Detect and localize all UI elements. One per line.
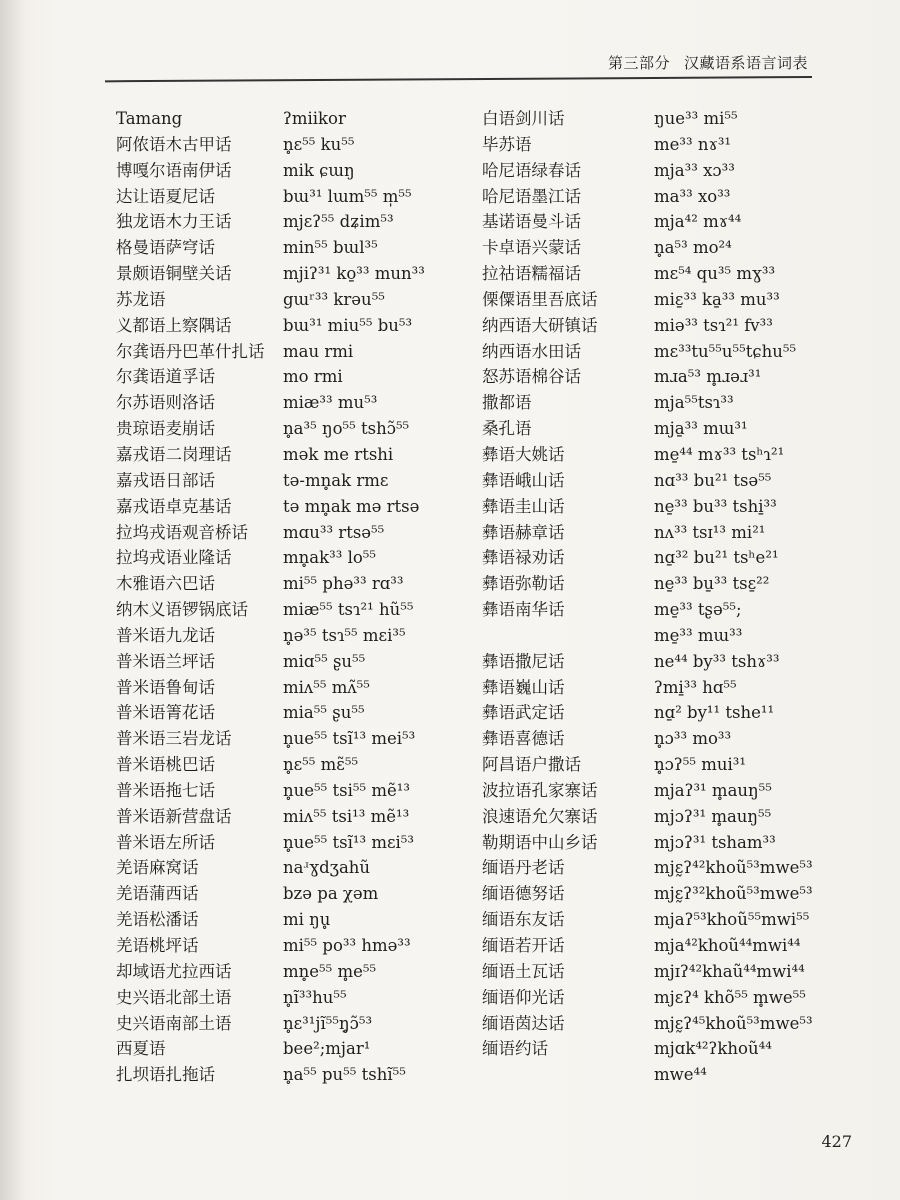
word-form: mjɪʔ⁴²khaũ⁴⁴mwi⁴⁴: [654, 961, 805, 981]
language-name: Tamang: [116, 109, 183, 128]
language-name: 苏龙语: [116, 289, 166, 309]
word-form: nʌ³³ tsɪ¹³ mi²¹: [654, 522, 766, 542]
word-form: mjɛʔ⁵⁵ dʑim⁵³: [283, 212, 394, 232]
word-form: mɹa⁵³ m̥ɹəɹ³¹: [654, 367, 762, 387]
running-header: [608, 52, 808, 73]
word-form: me̱³³ mɯ³³: [654, 625, 743, 645]
word-form: ʔmi̱³³ hɑ⁵⁵: [654, 677, 737, 697]
table-row: [116, 289, 796, 315]
language-name: 贵琼语麦崩话: [116, 419, 215, 439]
word-form: miə³³ tsɿ²¹ fv³³: [654, 315, 773, 335]
word-form: gɯʳ³³ krəu⁵⁵: [283, 289, 385, 309]
language-name: 普米语新营盘话: [116, 806, 232, 826]
word-form: bee²;mjar¹: [283, 1039, 371, 1059]
table-row: [116, 909, 810, 935]
language-name: 傈僳语里吾底话: [482, 289, 598, 309]
word-form: mo rmi: [283, 367, 343, 387]
table-row: [116, 547, 796, 573]
language-name: 缅语东友话: [482, 910, 565, 930]
word-form: n̥a³⁵ ŋo⁵⁵ tshɔ̃⁵⁵: [283, 419, 410, 439]
language-name: 却域语尤拉西话: [116, 961, 232, 981]
word-form: bɯ³¹ miu⁵⁵ bu⁵³: [283, 315, 413, 335]
word-form: mjaʔ³¹ m̥auŋ⁵⁵: [654, 780, 772, 800]
language-name: 普米语左所话: [116, 832, 215, 852]
word-form: mja³³ xɔ³³: [654, 160, 735, 180]
language-name: 尔苏语则洛话: [116, 393, 215, 413]
language-name: 普米语三岩龙话: [116, 729, 232, 749]
table-row: [116, 625, 796, 651]
word-form: n̥ue⁵⁵ tsi⁵⁵ mẽ¹³: [283, 780, 410, 800]
word-form: miɛ̱³³ ka̱³³ mu³³: [654, 289, 780, 309]
language-name: 普米语拖七话: [116, 780, 215, 800]
word-form: me³³ nɤ³¹: [654, 134, 732, 154]
word-form: mjaʔ⁵³khoũ⁵⁵mwi⁵⁵: [654, 910, 810, 930]
language-name: 波拉语孔家寨话: [482, 780, 598, 800]
table-row: [116, 186, 796, 212]
word-form: ma³³ xo³³: [654, 186, 731, 206]
header-rule: [105, 76, 812, 82]
language-name: 普米语兰坪话: [116, 651, 215, 671]
word-form: mɛ⁵⁴ qu³⁵ mɣ³³: [654, 264, 776, 284]
language-name: 哈尼语墨江话: [482, 186, 581, 206]
word-form: mɑu³³ rtsə⁵⁵: [283, 522, 385, 542]
language-name: 纳西语水田话: [482, 341, 581, 361]
language-name: 缅语约话: [482, 1039, 548, 1059]
language-name: 缅语若开话: [482, 936, 565, 955]
header-part: 第三部分: [607, 54, 670, 72]
binding-shadow: [0, 0, 26, 1200]
language-name: 史兴语南部土语: [116, 1013, 232, 1033]
table-row: [116, 599, 796, 625]
table-row: [116, 444, 796, 470]
table-row: [116, 160, 796, 186]
table-row: [116, 883, 813, 909]
language-name: 缅语茵达话: [482, 1013, 565, 1033]
language-name: 景颇语铜壁关话: [116, 264, 232, 284]
language-name: 桑孔语: [482, 419, 532, 439]
language-name: 羌语麻窝话: [116, 858, 199, 878]
language-name: 彝语峨山话: [482, 470, 565, 490]
word-form: me̱⁴⁴ mɤ³³ tsʰɿ²¹: [654, 444, 785, 464]
language-name: 博嘎尔语南伊话: [116, 160, 232, 180]
table-row: [116, 651, 796, 677]
table-row: [116, 211, 796, 237]
table-row: [116, 392, 796, 418]
word-form: mn̥e⁵⁵ m̥e⁵⁵: [283, 961, 377, 981]
word-form: mi ŋu̥: [283, 910, 331, 930]
table-row: [116, 1013, 813, 1039]
language-name: 缅语土瓦话: [482, 961, 565, 981]
word-form: n̥ĩ³³hu⁵⁵: [283, 987, 347, 1007]
word-form: n̥ə³⁵ tsɿ⁵⁵ mɛi³⁵: [283, 625, 406, 645]
table-row: [116, 987, 806, 1013]
word-form: mja⁵⁵tsɿ³³: [654, 393, 734, 413]
language-name: 普米语鲁甸话: [116, 677, 215, 697]
table-row: [116, 366, 796, 392]
word-form: miæ³³ mu⁵³: [283, 393, 378, 413]
language-name: 浪速语允欠寨话: [482, 806, 598, 826]
table-row: [116, 961, 805, 987]
language-name: 阿昌语户撒话: [482, 755, 581, 775]
language-name: 彝语喜德话: [482, 729, 565, 749]
language-name: 羌语蒲西话: [116, 884, 199, 904]
word-form: miʌ⁵⁵ mʌ̃⁵⁵: [283, 677, 370, 697]
word-form: mjɔʔ³¹ tsham³³: [654, 832, 776, 852]
word-form: ne̱³³ bu̱³³ tsɛ̱²²: [654, 574, 770, 594]
word-form: min⁵⁵ bɯl³⁵: [283, 238, 378, 258]
table-row: [116, 522, 796, 548]
language-name: 哈尼语绿春话: [482, 160, 581, 180]
language-name: 达让语夏尼话: [116, 186, 215, 206]
language-name: 彝语弥勒话: [482, 574, 565, 594]
word-form: mjɛ̰ʔ⁴²khoũ⁵³mwe⁵³: [654, 858, 813, 878]
table-row: [116, 263, 796, 289]
word-form: naʴɣdʒahũ: [283, 858, 371, 878]
table-row: [116, 857, 813, 883]
language-name: 勒期语中山乡话: [482, 832, 598, 852]
word-form: ŋue³³ mi⁵⁵: [654, 109, 738, 128]
word-form: mau rmi: [283, 341, 354, 361]
language-name: 扎坝语扎拖话: [116, 1065, 215, 1085]
vocabulary-table: [116, 108, 813, 1090]
language-name: 纳木义语锣锅底话: [116, 600, 248, 620]
table-row: [116, 496, 796, 522]
language-name: 羌语松潘话: [116, 910, 199, 930]
header-title: 汉藏语系语言词表: [683, 54, 808, 72]
word-form: mjiʔ³¹ ko̱³³ mun³³: [283, 264, 425, 284]
table-row: [116, 237, 796, 263]
language-name: 普米语箐花话: [116, 703, 215, 723]
language-name: 阿侬语木古甲话: [116, 134, 232, 154]
language-name: 怒苏语棉谷话: [482, 367, 581, 387]
word-form: mn̥ak³³ lo⁵⁵: [283, 548, 377, 568]
word-form: bzə pa χəm: [283, 884, 379, 904]
language-name: 义都语上察隅话: [116, 315, 232, 335]
word-form: bɯ³¹ lɯm⁵⁵ m̩⁵⁵: [283, 186, 412, 206]
language-name: 独龙语木力王话: [116, 212, 232, 232]
table-row: [116, 418, 796, 444]
word-form: n̥a⁵⁵ pu⁵⁵ tshĩ⁵⁵: [283, 1065, 406, 1085]
table-row: [116, 315, 796, 341]
language-name: 拉坞戎语业隆话: [116, 548, 232, 568]
word-form: ʔmiikor: [283, 109, 346, 128]
language-name: 毕苏语: [482, 134, 532, 154]
language-name: 彝语南华话: [482, 600, 565, 620]
word-form: n̥ue⁵⁵ tsĩ¹³ mɛi⁵³: [283, 832, 415, 852]
language-name: 彝语赫章话: [482, 522, 565, 542]
word-form: miɑ⁵⁵ ʂu⁵⁵: [283, 651, 366, 671]
page-number: 427: [821, 1132, 852, 1151]
word-form: mwe⁴⁴: [654, 1065, 707, 1085]
word-form: n̥ɔ³³ mo³³: [654, 729, 732, 749]
table-row: [116, 108, 796, 134]
language-name: 缅语丹老话: [482, 858, 565, 878]
word-form: n̥a⁵³ mo²⁴: [654, 238, 732, 258]
word-form: mja⁴² mɤ⁴⁴: [654, 212, 742, 232]
language-name: 西夏语: [116, 1039, 166, 1059]
language-name: 缅语仰光话: [482, 987, 565, 1007]
word-form: mjɛ̰ʔ³²khoũ⁵³mwe⁵³: [654, 884, 813, 904]
word-form: n̥ɔʔ⁵⁵ mui³¹: [654, 755, 746, 775]
language-name: 缅语德努话: [482, 884, 565, 904]
word-form: n̥ɛ³¹jĩ⁵⁵ŋ̥ɔ̃⁵³: [283, 1013, 373, 1033]
table-row: [116, 728, 796, 754]
word-form: mi⁵⁵ po³³ hmə³³: [283, 936, 411, 955]
table-row: [116, 806, 796, 832]
language-name: 嘉戎语卓克基话: [116, 496, 232, 516]
language-name: 格曼语萨穹话: [116, 238, 215, 258]
language-name: 拉坞戎语观音桥话: [116, 522, 248, 542]
word-form: mjɛʔ⁴ khõ⁵⁵ m̥we⁵⁵: [654, 987, 806, 1007]
table-row: [116, 1038, 796, 1064]
word-form: mjɑk⁴²ʔkhoũ⁴⁴: [654, 1039, 772, 1059]
table-row: [116, 134, 796, 160]
language-name: 彝语巍山话: [482, 677, 565, 697]
table-row: [116, 780, 796, 806]
language-name: 尔龚语丹巴革什扎话: [116, 341, 265, 361]
language-name: 尔龚语道孚话: [116, 367, 215, 387]
word-form: nɑ̱³² bu²¹ tsʰe²¹: [654, 548, 779, 568]
word-form: mja⁴²khoũ⁴⁴mwi⁴⁴: [654, 936, 801, 955]
word-form: mək me rtshi: [283, 444, 394, 464]
word-form: me̱³³ tʂə⁵⁵;: [654, 600, 742, 620]
table-row: [116, 341, 796, 367]
language-name: 彝语大姚话: [482, 444, 565, 464]
language-name: 基诺语曼斗话: [482, 212, 581, 232]
word-form: mja̱³³ mɯ³¹: [654, 419, 748, 439]
language-name: 拉祜语糯福话: [482, 264, 581, 284]
language-name: 史兴语北部土语: [116, 987, 232, 1007]
word-form: n̥ɛ⁵⁵ ku⁵⁵: [283, 134, 355, 154]
word-form: nɑ̱² by¹¹ tshe¹¹: [654, 703, 775, 723]
table-row: [116, 754, 796, 780]
word-form: nɑ³³ bu²¹ tsə⁵⁵: [654, 470, 772, 490]
word-form: n̥ue⁵⁵ tsĩ¹³ mei⁵³: [283, 729, 416, 749]
table-row: [116, 573, 796, 599]
language-name: 嘉戎语日部话: [116, 470, 215, 490]
word-form: miʌ⁵⁵ tsi¹³ mẽ¹³: [283, 806, 410, 826]
language-name: 彝语撒尼话: [482, 651, 565, 671]
word-form: mia⁵⁵ ʂu⁵⁵: [283, 703, 365, 723]
language-name: 羌语桃坪话: [116, 936, 199, 955]
language-name: 普米语桃巴话: [116, 755, 215, 775]
language-name: 木雅语六巴话: [116, 574, 215, 594]
table-row: [116, 677, 796, 703]
table-row: [116, 702, 796, 728]
language-name: 彝语武定话: [482, 703, 565, 723]
language-name: 卡卓语兴蒙话: [482, 238, 581, 258]
language-name: 嘉戎语二岗理话: [116, 444, 232, 464]
language-name: 彝语圭山话: [482, 496, 565, 516]
table-row: [116, 935, 801, 961]
language-name: 白语剑川话: [482, 109, 565, 128]
word-form: tə mn̥ak mə rtsə: [283, 496, 420, 516]
word-form: ne̱³³ bu³³ tshi̱³³: [654, 496, 777, 516]
word-form: miæ⁵⁵ tsɿ²¹ hũ⁵⁵: [283, 600, 414, 620]
word-form: ne⁴⁴ by³³ tshɤ³³: [654, 651, 780, 671]
language-name: 彝语禄劝话: [482, 548, 565, 568]
word-form: mjɛ̰ʔ⁴⁵khoũ⁵³mwe⁵³: [654, 1013, 813, 1033]
language-name: 撒都语: [482, 393, 532, 413]
language-name: 普米语九龙话: [116, 625, 215, 645]
word-form: mjɔʔ³¹ m̥auŋ⁵⁵: [654, 806, 772, 826]
word-form: tə-mn̥ak rmɛ: [283, 470, 389, 490]
word-form: mik ɕɯŋ: [283, 160, 355, 180]
word-form: mɛ³³tu⁵⁵u⁵⁵tɕhu⁵⁵: [654, 341, 797, 361]
table-row: [116, 1064, 796, 1090]
table-row: [116, 832, 796, 858]
word-form: n̥ɛ⁵⁵ mɛ̃⁵⁵: [283, 755, 359, 775]
table-row: [116, 470, 796, 496]
word-form: mi⁵⁵ phə³³ rɑ³³: [283, 574, 404, 594]
language-name: 纳西语大研镇话: [482, 315, 598, 335]
